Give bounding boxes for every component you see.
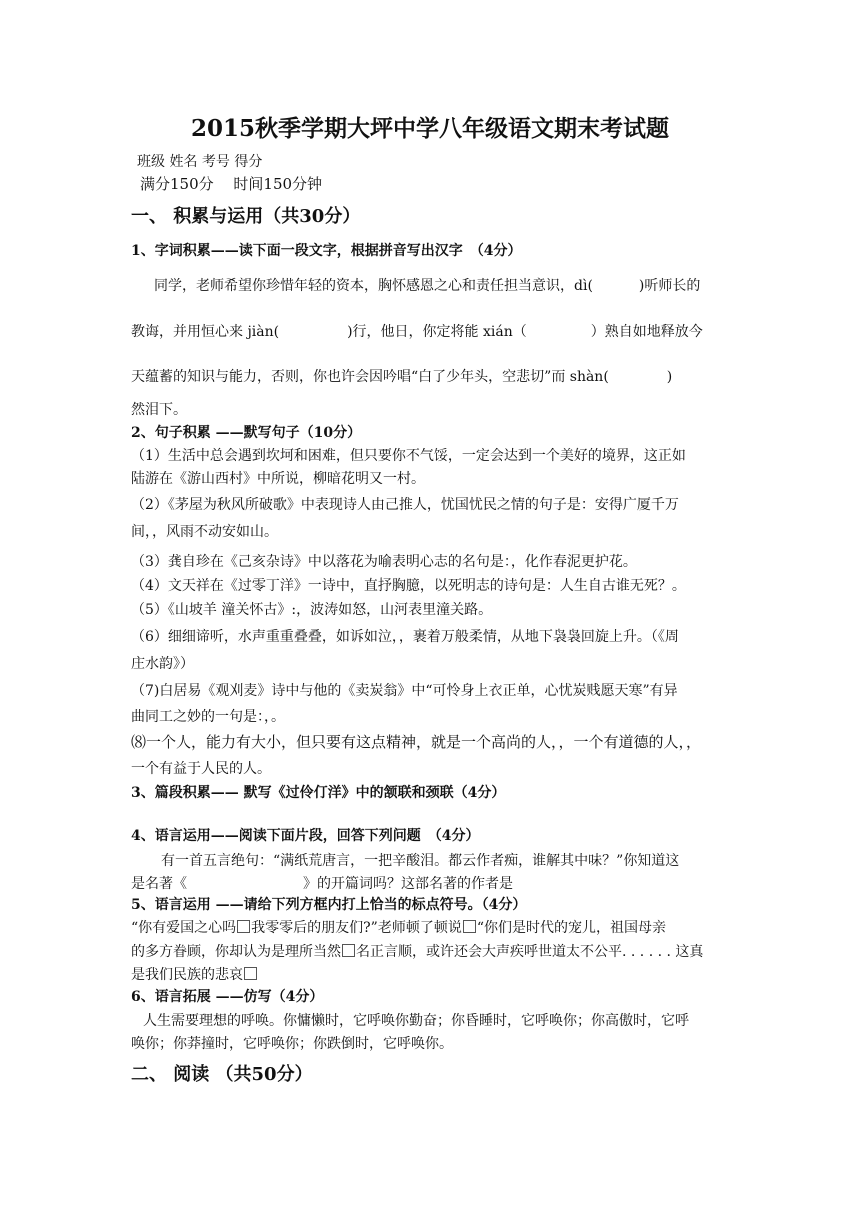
score-time-line: 满分150分 时间150分钟 xyxy=(140,175,323,193)
punctuation-box[interactable] xyxy=(342,944,355,957)
q1-line-3-text: 天蕴蓄的知识与能力，否则，你也许会因吟唱“白了少年头，空悲切”而 shàn( xyxy=(131,369,609,385)
q2-line: （2）《茅屋为秋风所破歌》中表现诗人由己推人，忧国忧民之情的句子是：安得广厦千万 xyxy=(131,497,679,513)
q3-heading: 3、篇段积累—— 默写《过伶仃洋》中的颔联和颈联（4分） xyxy=(131,785,506,801)
q1-line-2-text-b: )行，他日，你定将能 xián（ xyxy=(347,324,527,340)
q1-line-3 xyxy=(131,368,672,386)
q2-line: （4）文天祥在《过零丁洋》一诗中，直抒胸臆，以死明志的诗句是：人生自古谁无死？。 xyxy=(131,578,686,594)
q5-line-3 xyxy=(131,966,258,984)
q6-line-1: 人生需要理想的呼唤。你慵懒时，它呼唤你勤奋；你昏睡时，它呼唤你；你高傲时，它呼 xyxy=(143,1013,689,1029)
section-2-heading: 二、 阅读 （共50分） xyxy=(131,1064,313,1085)
q2-line: 庄水韵》） xyxy=(131,656,194,672)
q2-line: 间，，风雨不动安如山。 xyxy=(131,524,278,540)
q2-line: （1）生活中总会遇到坎坷和困难，但只要你不气馁，一定会达到一个美好的境界，这正如 xyxy=(131,448,686,464)
q1-line-2-text-a: 教诲，并用恒心来 jiàn( xyxy=(131,324,280,340)
q4-line-1: 有一首五言绝句：“满纸荒唐言，一把辛酸泪。都云作者痴，谁解其中味？”你知道这 xyxy=(161,853,680,869)
q2-line: 陆游在《游山西村》中所说，柳暗花明又一村。 xyxy=(131,471,425,487)
q1-line-2 xyxy=(131,323,703,341)
exam-title: 2015秋季学期大坪中学八年级语文期末考试题 xyxy=(190,115,669,142)
q5-line-1-text-c: “你们是时代的宠儿，祖国母亲 xyxy=(476,920,667,936)
section-1-heading: 一、 积累与运用（共30分） xyxy=(131,206,361,227)
q1-line-2-text-c: ）熟自如地释放今 xyxy=(590,324,703,340)
q1-line-3-end: ) xyxy=(666,369,673,385)
q5-line-1 xyxy=(131,919,666,937)
q5-line-2-text-b: 名正言顺，或许还会大声疾呼世道太不公平. . . . . . 这真 xyxy=(356,944,704,960)
q2-line: （7)白居易《观刈麦》诗中与他的《卖炭翁》中“可怜身上衣正单，心忧炭贱愿天寒”有异 xyxy=(131,683,678,699)
q1-line-1-end: )听师长的 xyxy=(638,278,701,294)
q2-line: （5）《山坡羊 潼关怀古》:，波涛如怒，山河表里潼关路。 xyxy=(131,602,493,618)
q1-line-1-text: 同学，老师希望你珍惜年轻的资本，胸怀感恩之心和责任担当意识，dì( xyxy=(154,278,593,294)
q2-line: ⑻一个人，能力有大小，但只要有这点精神，就是一个高尚的人，，一个有道德的人，， xyxy=(131,733,702,751)
punctuation-box[interactable] xyxy=(244,967,257,980)
q1-line-1 xyxy=(154,277,700,295)
q2-line: 曲同工之妙的一句是：，。 xyxy=(131,709,285,725)
punctuation-box[interactable] xyxy=(237,920,250,933)
q4-heading: 4、语言运用——阅读下面片段，回答下列问题 （4分） xyxy=(131,828,480,844)
q1-line-4: 然泪下。 xyxy=(131,402,187,418)
punctuation-box[interactable] xyxy=(463,920,476,933)
q5-line-2-text-a: 的多方眷顾，你却认为是理所当然 xyxy=(131,944,341,960)
q1-heading: 1、字词积累——读下面一段文字，根据拼音写出汉字 （4分） xyxy=(131,243,522,259)
q4-line-2 xyxy=(131,875,513,893)
q2-line: 一个有益于人民的人。 xyxy=(131,761,271,777)
q2-line: （3）龚自珍在《己亥杂诗》中以落花为喻表明心志的名句是：，化作春泥更护花。 xyxy=(131,554,637,570)
student-info-line: 班级 姓名 考号 得分 xyxy=(137,154,263,170)
q5-line-2 xyxy=(131,943,703,961)
q5-line-3-text: 是我们民族的悲哀 xyxy=(131,967,243,983)
q2-line: （6）细细谛听，水声重重叠叠，如诉如泣，，裹着万般柔情，从地下袅袅回旋上升。（《周 xyxy=(131,629,679,645)
q6-heading: 6、语言拓展 ——仿写（4分） xyxy=(131,989,324,1005)
q4-line-2-text-b: 》的开篇词吗？这部名著的作者是 xyxy=(303,876,513,892)
q5-heading: 5、语言运用 ——请给下列方框内打上恰当的标点符号。（4分） xyxy=(131,897,527,913)
q2-heading: 2、句子积累 ——默写句子（10分） xyxy=(131,425,362,441)
q5-line-1-text-b: 我零零后的朋友们?”老师顿了顿说 xyxy=(251,920,462,936)
q5-line-1-text-a: “你有爱国之心吗 xyxy=(131,920,237,936)
q4-line-2-text-a: 是名著《 xyxy=(131,876,187,892)
q6-line-2: 唤你；你莽撞时，它呼唤你；你跌倒时，它呼唤你。 xyxy=(131,1036,453,1052)
